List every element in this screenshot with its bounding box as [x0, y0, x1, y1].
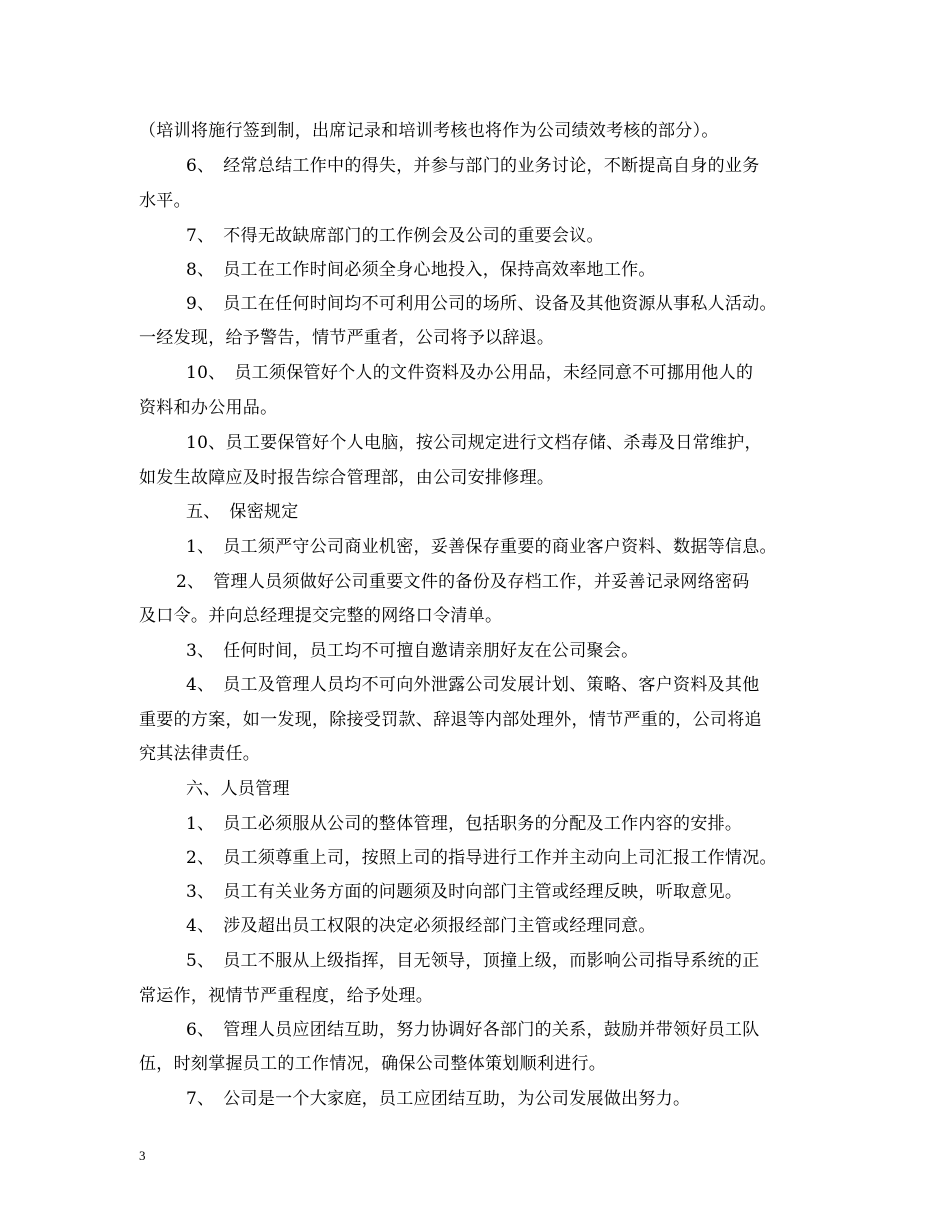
text-line: 伍，时刻掌握员工的工作情况，确保公司整体策划顺利进行。 — [139, 1054, 607, 1074]
text-line: 6、 管理人员应团结互助，努力协调好各部门的关系，鼓励并带领好员工队 — [186, 1020, 760, 1040]
text-line: 及口令。并向总经理提交完整的网络口令清单。 — [139, 606, 503, 626]
text-line: 资料和办公用品。 — [139, 398, 278, 418]
text-line: 4、 员工及管理人员均不可向外泄露公司发展计划、策略、客户资料及其他 — [186, 675, 760, 695]
text-line: 1、 员工须严守公司商业机密，妥善保存重要的商业客户资料、数据等信息。 — [186, 537, 777, 557]
text-line: 如发生故障应及时报告综合管理部，由公司安排修理。 — [139, 468, 555, 488]
text-line: 9、 员工在任何时间均不可利用公司的场所、设备及其他资源从事私人活动。 — [186, 294, 777, 314]
text-line: 究其法律责任。 — [139, 744, 261, 764]
text-line: 7、 公司是一个大家庭，员工应团结互助，为公司发展做出努力。 — [186, 1089, 691, 1109]
text-line: 4、 涉及超出员工权限的决定必须报经部门主管或经理同意。 — [186, 916, 656, 936]
text-line: 重要的方案，如一发现，除接受罚款、辞退等内部处理外，情节严重的，公司将追 — [139, 710, 762, 730]
section-heading: 六、人员管理 — [186, 779, 290, 799]
text-line: 7、 不得无故缺席部门的工作例会及公司的重要会议。 — [186, 226, 604, 246]
page-number: 3 — [139, 1148, 146, 1163]
section-heading: 五、 保密规定 — [186, 502, 299, 522]
text-line: 8、 员工在工作时间必须全身心地投入，保持高效率地工作。 — [186, 260, 656, 280]
text-line: 3、 任何时间，员工均不可擅自邀请亲朋好友在公司聚会。 — [186, 641, 639, 661]
text-line: 2、 员工须尊重上司，按照上司的指导进行工作并主动向上司汇报工作情况。 — [186, 848, 777, 868]
text-line: 2、 管理人员须做好公司重要文件的备份及存档工作，并妥善记录网络密码 — [176, 572, 750, 592]
text-line: 一经发现，给予警告，情节严重者，公司将予以辞退。 — [139, 328, 555, 348]
text-line: 常运作，视情节严重程度，给予处理。 — [139, 986, 434, 1006]
text-line: 1、 员工必须服从公司的整体管理，包括职务的分配及工作内容的安排。 — [186, 814, 743, 834]
text-line: 10、员工要保管好个人电脑，按公司规定进行文档存储、杀毒及日常维护， — [186, 433, 762, 453]
text-line: 水平。 — [139, 191, 191, 211]
text-line: 10、 员工须保管好个人的文件资料及办公用品，未经同意不可挪用他人的 — [186, 363, 754, 383]
text-line: 3、 员工有关业务方面的问题须及时向部门主管或经理反映，听取意见。 — [186, 882, 743, 902]
text-line: 6、 经常总结工作中的得失，并参与部门的业务讨论，不断提高自身的业务 — [186, 156, 760, 176]
text-line: 5、 员工不服从上级指挥，目无领导，顶撞上级，而影响公司指导系统的正 — [186, 951, 760, 971]
text-line: （培训将施行签到制，出席记录和培训考核也将作为公司绩效考核的部分）。 — [139, 121, 719, 141]
